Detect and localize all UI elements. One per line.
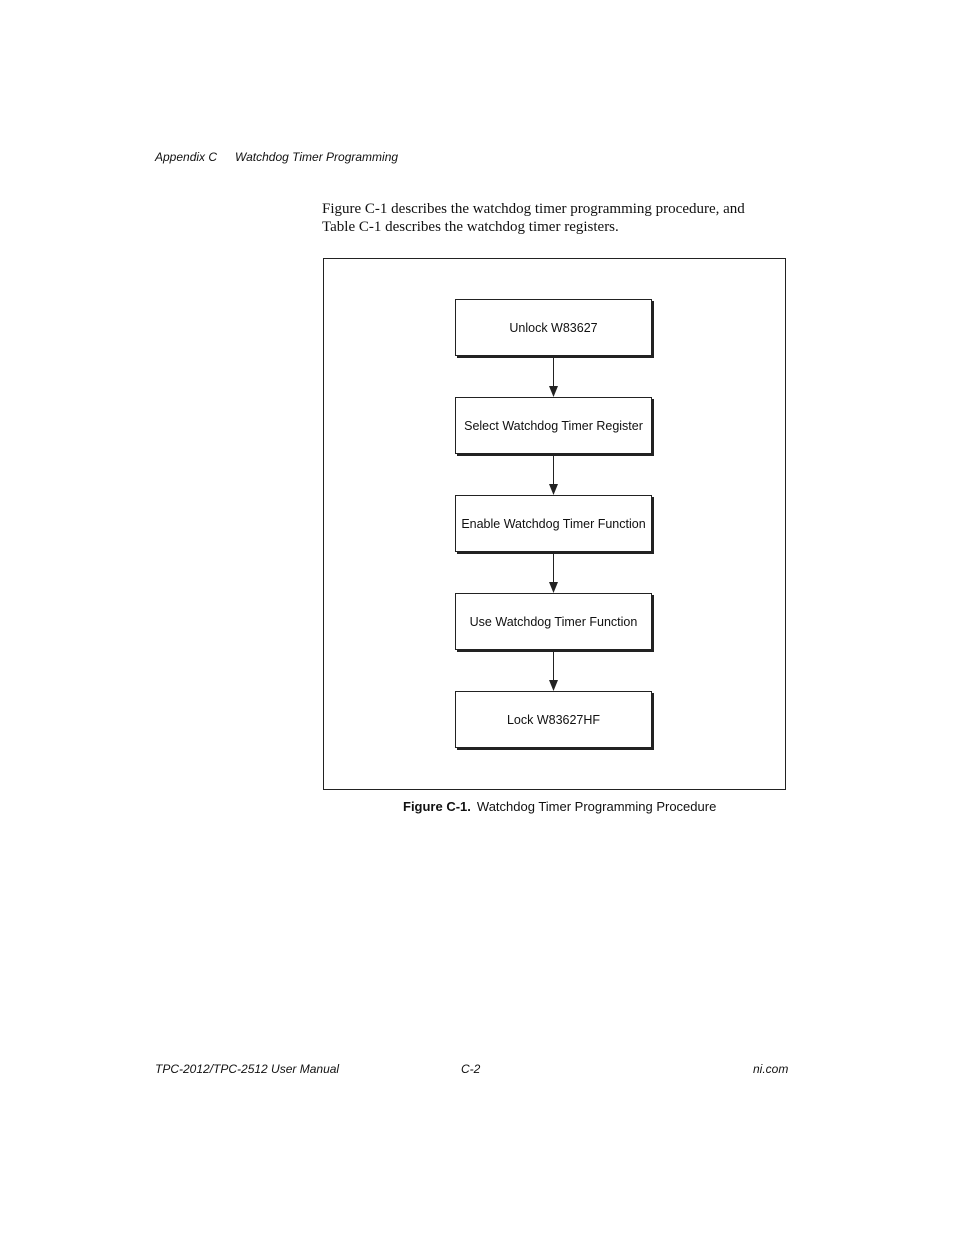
appendix-label: Appendix C [155, 150, 218, 164]
flow-arrow [548, 650, 559, 692]
step-label: Lock W83627HF [506, 712, 601, 727]
footer-site: ni.com [753, 1062, 789, 1076]
running-head [155, 150, 398, 164]
step-enable-function-box [455, 495, 652, 552]
footer-manual-title: TPC-2012/TPC-2512 User Manual [155, 1062, 340, 1076]
figure-caption [403, 799, 716, 814]
flowchart-figure [323, 258, 786, 790]
figure-number: Figure C-1. [403, 799, 471, 814]
step-unlock-box [455, 299, 652, 356]
flow-arrow [548, 356, 559, 398]
footer-page-number: C-2 [461, 1062, 481, 1076]
section-title: Watchdog Timer Programming [235, 150, 399, 164]
step-select-register-box [455, 397, 652, 454]
step-label: Use Watchdog Timer Function [469, 614, 638, 629]
step-use-function-box [455, 593, 652, 650]
step-label: Enable Watchdog Timer Function [461, 516, 646, 531]
intro-line-1: Figure C-1 describes the watchdog timer programming procedure, and [322, 201, 745, 217]
step-label: Unlock W83627 [509, 320, 598, 335]
flow-arrow [548, 454, 559, 496]
flow-arrow [548, 552, 559, 594]
step-label: Select Watchdog Timer Register [464, 418, 643, 433]
intro-line-2: Table C-1 describes the watchdog timer registers. [322, 219, 619, 235]
intro-paragraph [322, 200, 792, 236]
figure-title: Watchdog Timer Programming Procedure [476, 799, 717, 814]
step-lock-box [455, 691, 652, 748]
